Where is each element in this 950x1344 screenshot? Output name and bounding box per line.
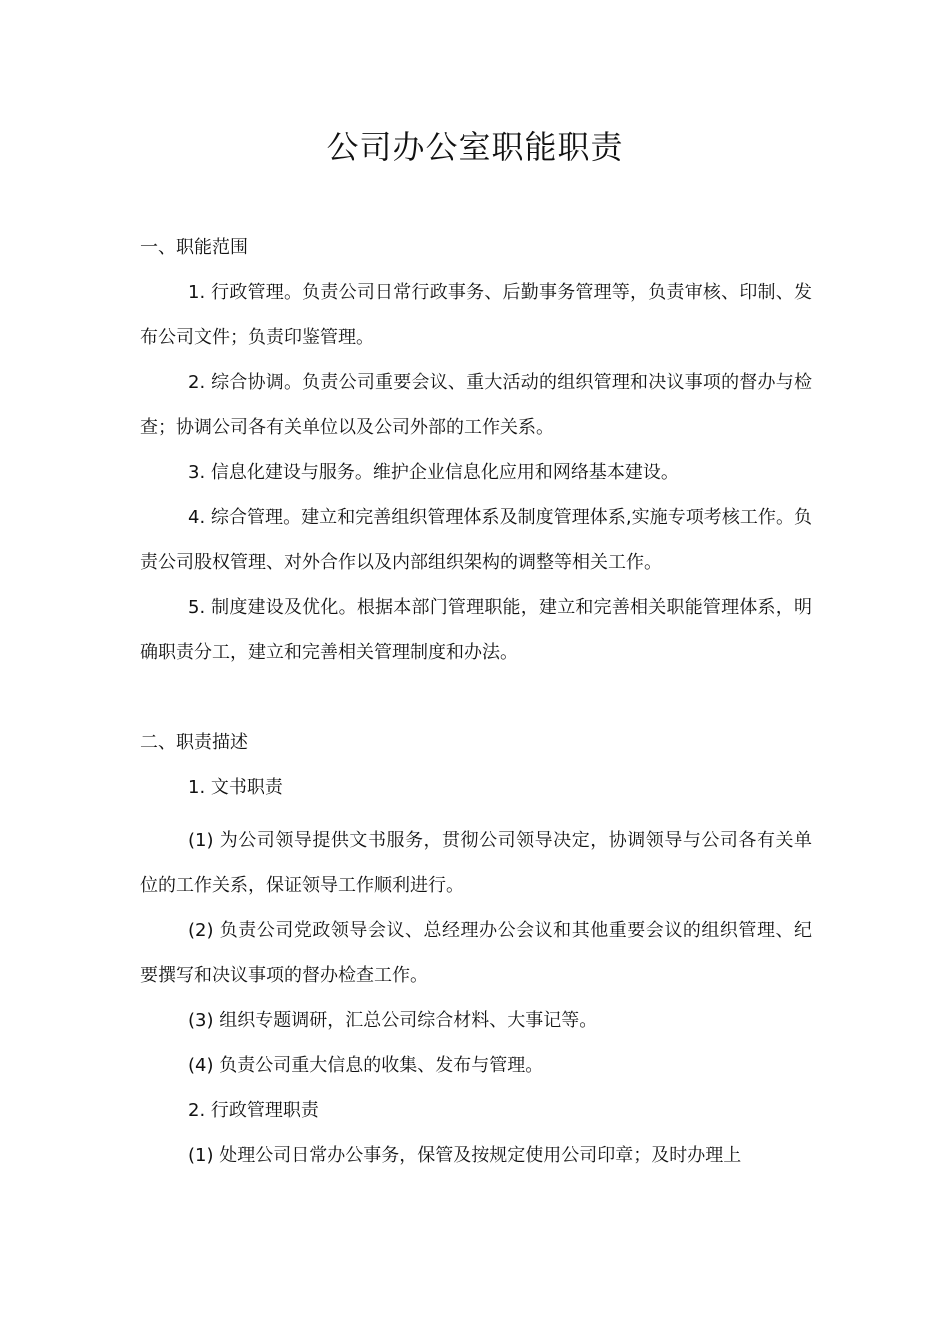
scope-item: 2. 综合协调。负责公司重要会议、重大活动的组织管理和决议事项的督办与检查；协调公司各有关单位以及公司外部的工作关系。 <box>140 372 812 438</box>
subsection-spacer <box>140 810 812 818</box>
section-heading-duties: 二、职责描述 <box>140 732 248 753</box>
subsection-heading-clerical: 1. 文书职责 <box>188 777 283 798</box>
clerical-duty-item: (3) 组织专题调研，汇总公司综合材料、大事记等。 <box>188 1010 598 1031</box>
scope-item: 4. 综合管理。建立和完善组织管理体系及制度管理体系,实施专项考核工作。负责公司股权管理、对外合作以及内部组织架构的调整等相关工作。 <box>140 507 812 573</box>
scope-item: 3. 信息化建设与服务。维护企业信息化应用和网络基本建设。 <box>188 462 679 483</box>
section-spacer <box>140 675 812 720</box>
scope-item: 1. 行政管理。负责公司日常行政事务、后勤事务管理等，负责审核、印制、发布公司文件；负责印鉴管理。 <box>140 282 812 348</box>
document-title: 公司办公室职能职责 <box>326 128 624 166</box>
clerical-duty-item: (2) 负责公司党政领导会议、总经理办公会议和其他重要会议的组织管理、纪要撰写和决议事项的督办检查工作。 <box>140 920 812 986</box>
scope-item: 5. 制度建设及优化。根据本部门管理职能，建立和完善相关职能管理体系，明确职责分工，建立和完善相关管理制度和办法。 <box>140 597 812 663</box>
subsection-heading-admin: 2. 行政管理职责 <box>188 1100 319 1121</box>
document-body <box>140 225 812 1178</box>
clerical-duty-item: (1) 为公司领导提供文书服务，贯彻公司领导决定，协调领导与公司各有关单位的工作关系，保证领导工作顺利进行。 <box>140 830 812 896</box>
admin-duty-item: (1) 处理公司日常办公事务，保管及按规定使用公司印章；及时办理上 <box>188 1145 742 1166</box>
clerical-duty-item: (4) 负责公司重大信息的收集、发布与管理。 <box>188 1055 544 1076</box>
section-heading-scope: 一、职能范围 <box>140 237 248 258</box>
